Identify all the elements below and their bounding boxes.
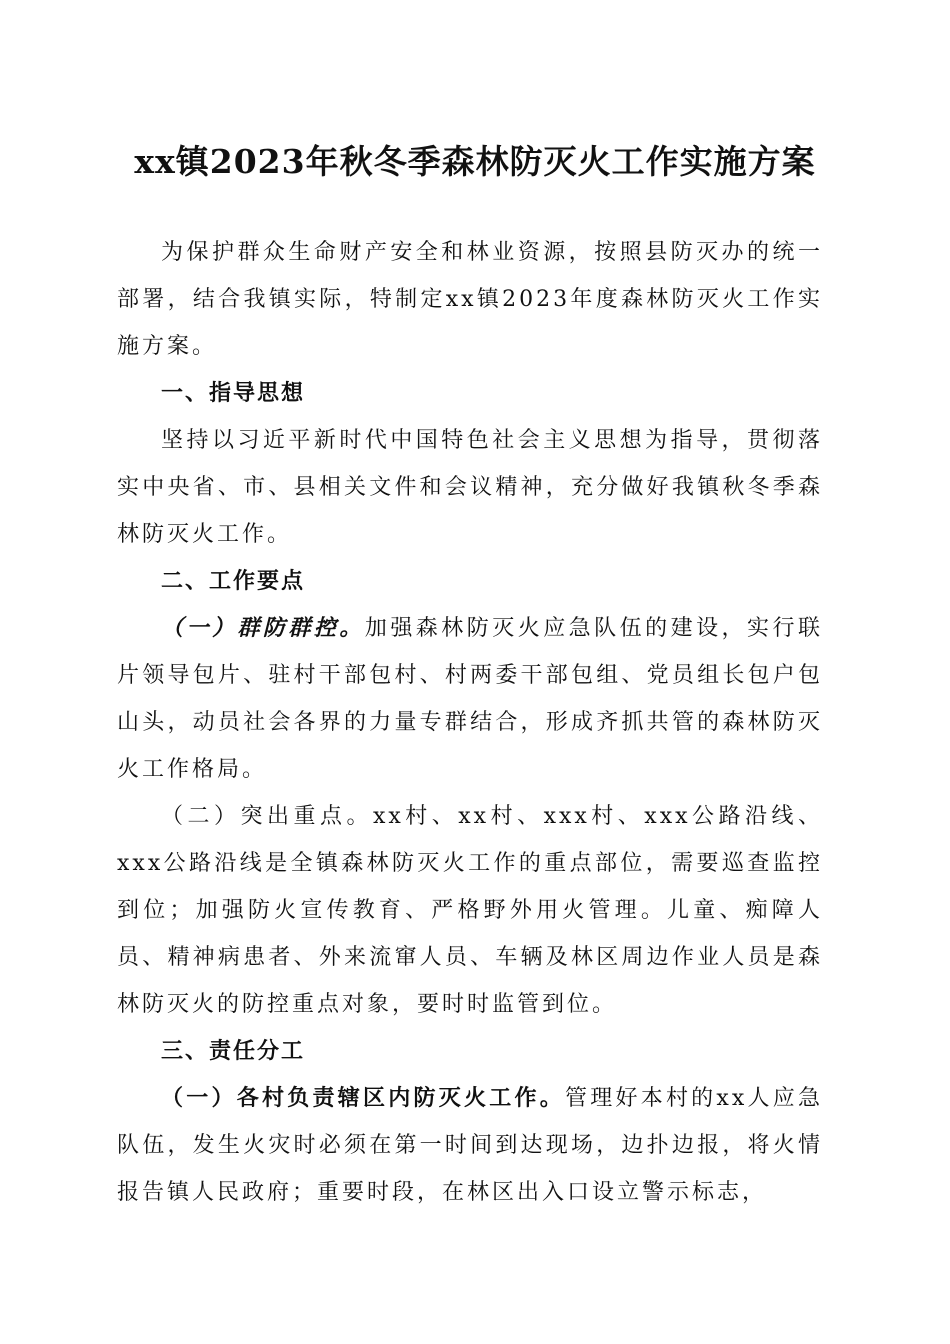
responsibility-item-1-lead: （一）各村负责辖区内防灭火工作。 bbox=[161, 1085, 565, 1111]
section-heading-work-points: 二、工作要点 bbox=[161, 569, 306, 594]
work-point-item-2-text: xx村、xx村、xxx村、xxx公路沿线、xxx公路沿线是全镇森林防灭火工作的重点部位，需要巡查监控到位；加强防火宣传教育、严格野外用火管理。儿童、痴障人员、精神病患者、外来流窜人员、车辆及林区周边作业人员是森林防灭火的防控重点对象，要时时监管到位。 bbox=[117, 804, 823, 1017]
work-point-item-2-lead: （二）突出重点。 bbox=[161, 804, 373, 829]
section-heading-responsibility: 三、责任分工 bbox=[161, 1039, 306, 1064]
responsibility-item-1-text: 管理好本村的xx人应急队伍，发生火灾时必须在第一时间到达现场，边扑边报，将火情报告镇人民政府；重要时段，在林区出入口设立警示标志， bbox=[117, 1086, 823, 1205]
responsibility-item-1 bbox=[117, 1075, 823, 1216]
work-point-item-1 bbox=[117, 605, 823, 793]
document-title: xx镇2023年秋冬季森林防灭火工作实施方案 bbox=[134, 142, 816, 181]
document-body bbox=[117, 229, 823, 1216]
section-heading-guiding-thought: 一、指导思想 bbox=[161, 381, 306, 406]
guiding-thought-paragraph: 坚持以习近平新时代中国特色社会主义思想为指导，贯彻落实中央省、市、县相关文件和会议精神，充分做好我镇秋冬季森林防灭火工作。 bbox=[117, 428, 823, 547]
work-point-item-2 bbox=[117, 793, 823, 1028]
intro-paragraph: 为保护群众生命财产安全和林业资源，按照县防灭办的统一部署，结合我镇实际，特制定xx镇2023年度森林防灭火工作实施方案。 bbox=[117, 240, 823, 359]
work-point-item-1-text: 加强森林防灭火应急队伍的建设，实行联片领导包片、驻村干部包村、村两委干部包组、党员组长包户包山头，动员社会各界的力量专群结合，形成齐抓共管的森林防灭火工作格局。 bbox=[117, 616, 823, 782]
work-point-item-1-lead: （一）群防群控。 bbox=[161, 615, 365, 641]
